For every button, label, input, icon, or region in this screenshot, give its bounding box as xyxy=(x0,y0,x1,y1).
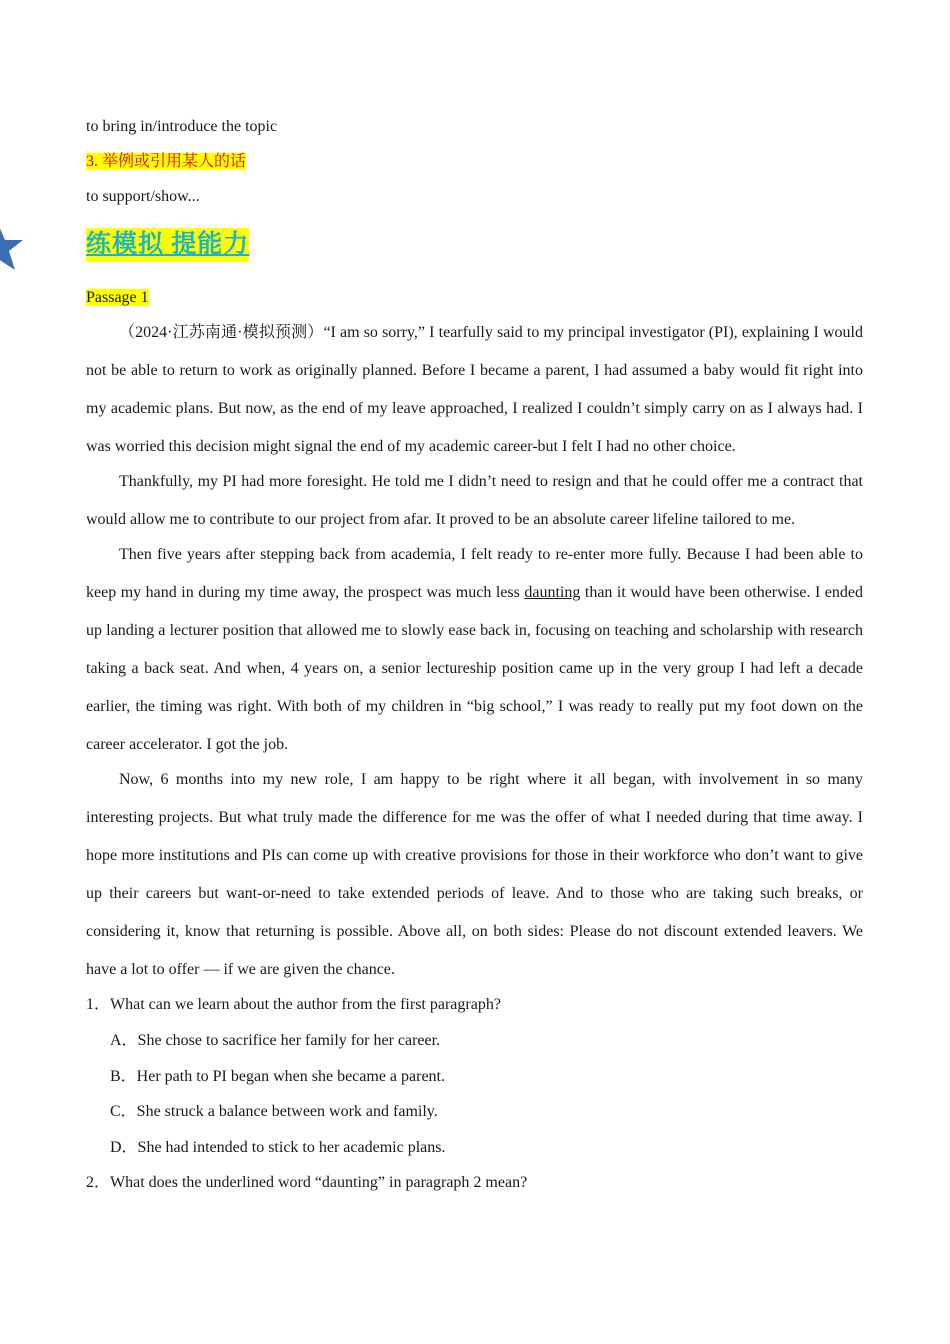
question-2-stem: 2．What does the underlined word “daunting” in paragraph 2 mean? xyxy=(86,1174,528,1191)
paragraph-3 xyxy=(86,536,863,764)
section-title: 练模拟 提能力 xyxy=(86,228,249,262)
support-line: to support/show... xyxy=(86,188,200,205)
paragraph-3-before: Then five years after stepping back from academia, I felt ready to re-enter more fully. Because I had been able to keep my hand in during my time away, the prospect was much less xyxy=(86,546,863,601)
point-3-text: 3. 举例或引用某人的话 xyxy=(86,153,247,170)
paragraph-1-source: （2024·江苏南通·模拟预测） xyxy=(119,324,324,341)
point-3-heading xyxy=(86,152,246,172)
question-1-option-a: A．She chose to sacrifice her family for her career. xyxy=(110,1032,441,1049)
question-1-stem: 1．What can we learn about the author from the first paragraph? xyxy=(86,996,501,1013)
intro-purpose-line: to bring in/introduce the topic xyxy=(86,118,278,135)
question-1-option-c: C．She struck a balance between work and family. xyxy=(110,1103,438,1120)
question-1-option-b: B．Her path to PI began when she became a parent. xyxy=(110,1068,445,1085)
paragraph-4: Now, 6 months into my new role, I am happy to be right where it all began, with involvement in so many interesting projects. But what truly made the difference for me was the offer of what I needed during that time away. I hope more institutions and PIs can come up with creative provisions for those in their workforce who don’t want to give up their careers but want-or-need to take extended periods of leave. And to those who are taking such breaks, or considering it, know that returning is possible. Above all, on both sides: Please do not discount extended leavers. We have a lot to offer — if we are given the chance. xyxy=(86,771,863,978)
passage-label: Passage 1 xyxy=(86,289,149,306)
paragraph-2: Thankfully, my PI had more foresight. He told me I didn’t need to resign and that he could offer me a contract that would allow me to contribute to our project from afar. It proved to be an absolute career lifeline tailored to me. xyxy=(86,473,863,528)
passage-label-line xyxy=(86,288,149,308)
paragraph-3-after: than it would have been otherwise. I ended up landing a lecturer position that allowed me to slowly ease back in, focusing on teaching and scholarship with research taking a back seat. And when, 4 years on, a senior lectureship position came up in the very group I had left a decade earlier, the timing was right. With both of my children in “big school,” I was ready to really put my foot down on the career accelerator. I got the job. xyxy=(86,584,864,753)
paragraph-1-text: “I am so sorry,” I tearfully said to my principal investigator (PI), explaining I would not be able to return to work as originally planned. Before I became a parent, I had assumed a baby would fit right into my academic plans. But now, as the end of my leave approached, I realized I couldn’t simply carry on as I always had. I was worried this decision might signal the end of my academic career-but I felt I had no other choice. xyxy=(86,324,863,455)
paragraph-1 xyxy=(86,314,863,466)
underlined-word-daunting: daunting xyxy=(524,584,581,601)
question-1-option-d: D．She had intended to stick to her academic plans. xyxy=(110,1139,446,1156)
star-icon xyxy=(0,222,26,276)
